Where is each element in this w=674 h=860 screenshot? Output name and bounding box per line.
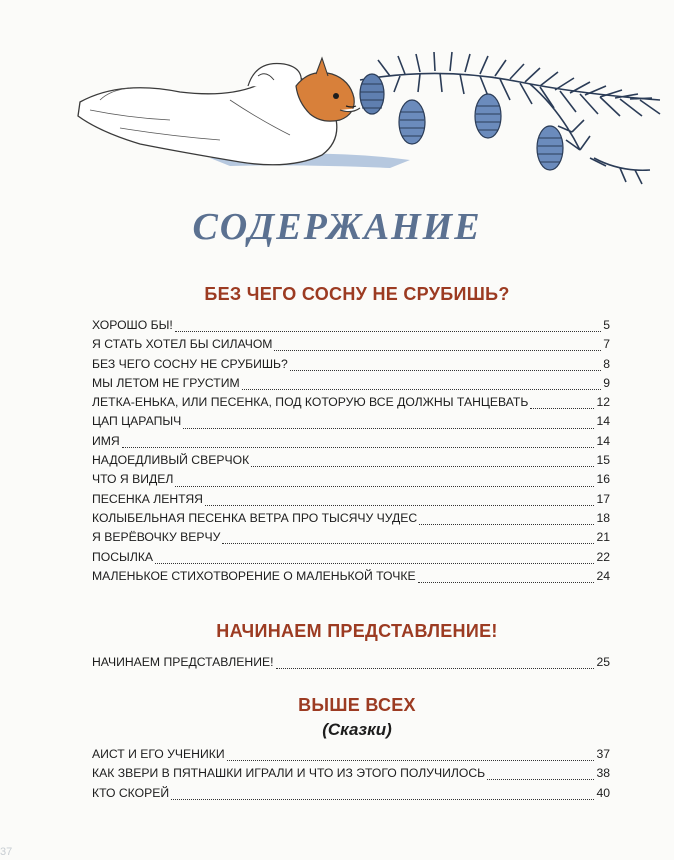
- toc-entry[interactable]: [92, 569, 610, 588]
- toc-entry[interactable]: [92, 357, 610, 376]
- dot-leader: [122, 447, 595, 448]
- toc-entry[interactable]: [92, 414, 610, 433]
- dot-leader: [155, 563, 594, 564]
- toc-entry-page: 18: [596, 510, 610, 525]
- dot-leader: [251, 466, 594, 467]
- dot-leader: [530, 408, 594, 409]
- toc-entry-page: 25: [596, 655, 610, 669]
- toc-entry[interactable]: [92, 434, 610, 453]
- toc-entry[interactable]: [92, 511, 610, 530]
- toc-entry-title: ЧТО Я ВИДЕЛ: [92, 472, 174, 487]
- squirrel-illustration: [78, 58, 360, 165]
- toc-entry-page: 37: [596, 747, 610, 761]
- toc-entry[interactable]: [92, 492, 610, 511]
- toc-entry-title: КАК ЗВЕРИ В ПЯТНАШКИ ИГРАЛИ И ЧТО ИЗ ЭТОГО ПОЛУЧИЛОСЬ: [92, 766, 486, 781]
- toc-entry-title: АИСТ И ЕГО УЧЕНИКИ: [92, 747, 225, 761]
- toc-entry-title: Я ВЕРЁВОЧКУ ВЕРЧУ: [92, 530, 221, 545]
- toc-entry[interactable]: [92, 337, 610, 356]
- toc-entry-title: ЦАП ЦАРАПЫЧ: [92, 414, 182, 429]
- dot-leader: [242, 389, 602, 390]
- toc-entry-page: 14: [596, 433, 610, 448]
- section-heading-1: БЕЗ ЧЕГО СОСНУ НЕ СРУБИШЬ?: [204, 284, 510, 304]
- page-title: СОДЕРЖАНИЕ: [192, 206, 482, 248]
- toc-entry-title: ПЕСЕНКА ЛЕНТЯЯ: [92, 491, 203, 506]
- toc-entry-page: 21: [596, 530, 610, 545]
- toc-entry-page: 14: [596, 414, 610, 429]
- dot-leader: [175, 331, 601, 332]
- dot-leader: [487, 779, 594, 780]
- toc-list-3: [92, 747, 610, 805]
- toc-entry[interactable]: [92, 318, 610, 337]
- toc-entry-title: ПОСЫЛКА: [92, 549, 154, 564]
- toc-entry-page: 7: [603, 337, 610, 352]
- squirrel-pine-illustration: [60, 40, 670, 190]
- section-subheading-3: (Сказки): [322, 720, 392, 739]
- toc-entry-page: 9: [603, 375, 610, 390]
- toc-entry-page: 22: [596, 549, 610, 564]
- toc-entry[interactable]: [92, 550, 610, 569]
- dot-leader: [227, 760, 595, 761]
- toc-entry[interactable]: [92, 655, 610, 674]
- section-heading-3: ВЫШЕ ВСЕХ: [298, 695, 416, 715]
- toc-entry-page: 38: [596, 766, 610, 781]
- toc-list-1: [92, 318, 610, 588]
- dot-leader: [276, 668, 595, 669]
- dot-leader: [171, 799, 594, 800]
- toc-entry-page: 5: [603, 318, 610, 332]
- toc-entry[interactable]: [92, 786, 610, 805]
- dot-leader: [205, 505, 594, 506]
- dot-leader: [290, 370, 601, 371]
- toc-entry[interactable]: [92, 395, 610, 414]
- toc-list-2: [92, 655, 610, 674]
- section-heading-2: НАЧИНАЕМ ПРЕДСТАВЛЕНИЕ!: [216, 621, 498, 641]
- dot-leader: [274, 350, 601, 351]
- pine-cone-icon: [360, 74, 563, 170]
- toc-entry-page: 12: [596, 395, 610, 410]
- toc-entry[interactable]: [92, 530, 610, 549]
- toc-entry-title: ИМЯ: [92, 433, 120, 448]
- toc-entry-title: МАЛЕНЬКОЕ СТИХОТВОРЕНИЕ О МАЛЕНЬКОЙ ТОЧКЕ: [92, 568, 416, 583]
- toc-entry-page: 16: [596, 472, 610, 487]
- toc-entry-title: НАДОЕДЛИВЫЙ СВЕРЧОК: [92, 453, 250, 468]
- dot-leader: [183, 428, 594, 429]
- toc-entry-page: 8: [603, 356, 610, 371]
- toc-entry-title: ХОРОШО БЫ!: [92, 318, 173, 332]
- toc-entry-title: НАЧИНАЕМ ПРЕДСТАВЛЕНИЕ!: [92, 655, 274, 669]
- dot-leader: [419, 524, 594, 525]
- toc-entry-title: Я СТАТЬ ХОТЕЛ БЫ СИЛАЧОМ: [92, 337, 273, 352]
- toc-entry-page: 17: [596, 491, 610, 506]
- toc-entry[interactable]: [92, 747, 610, 766]
- toc-entry-title: БЕЗ ЧЕГО СОСНУ НЕ СРУБИШЬ?: [92, 356, 288, 371]
- toc-entry-page: 15: [596, 453, 610, 468]
- toc-entry[interactable]: [92, 766, 610, 785]
- toc-entry-title: КОЛЫБЕЛЬНАЯ ПЕСЕНКА ВЕТРА ПРО ТЫСЯЧУ ЧУДЕС: [92, 510, 418, 525]
- toc-entry-title: ЛЕТКА-ЕНЬКА, ИЛИ ПЕСЕНКА, ПОД КОТОРУЮ ВСЕ ДОЛЖНЫ ТАНЦЕВАТЬ: [92, 395, 529, 410]
- toc-entry[interactable]: [92, 376, 610, 395]
- page-number: 37: [0, 846, 13, 858]
- dot-leader: [222, 543, 594, 544]
- toc-entry[interactable]: [92, 472, 610, 491]
- dot-leader: [175, 486, 594, 487]
- toc-entry-page: 40: [596, 785, 610, 800]
- toc-entry-title: МЫ ЛЕТОМ НЕ ГРУСТИМ: [92, 375, 240, 390]
- toc-entry-title: КТО СКОРЕЙ: [92, 785, 170, 800]
- dot-leader: [418, 582, 595, 583]
- toc-entry-page: 24: [596, 568, 610, 583]
- toc-entry[interactable]: [92, 453, 610, 472]
